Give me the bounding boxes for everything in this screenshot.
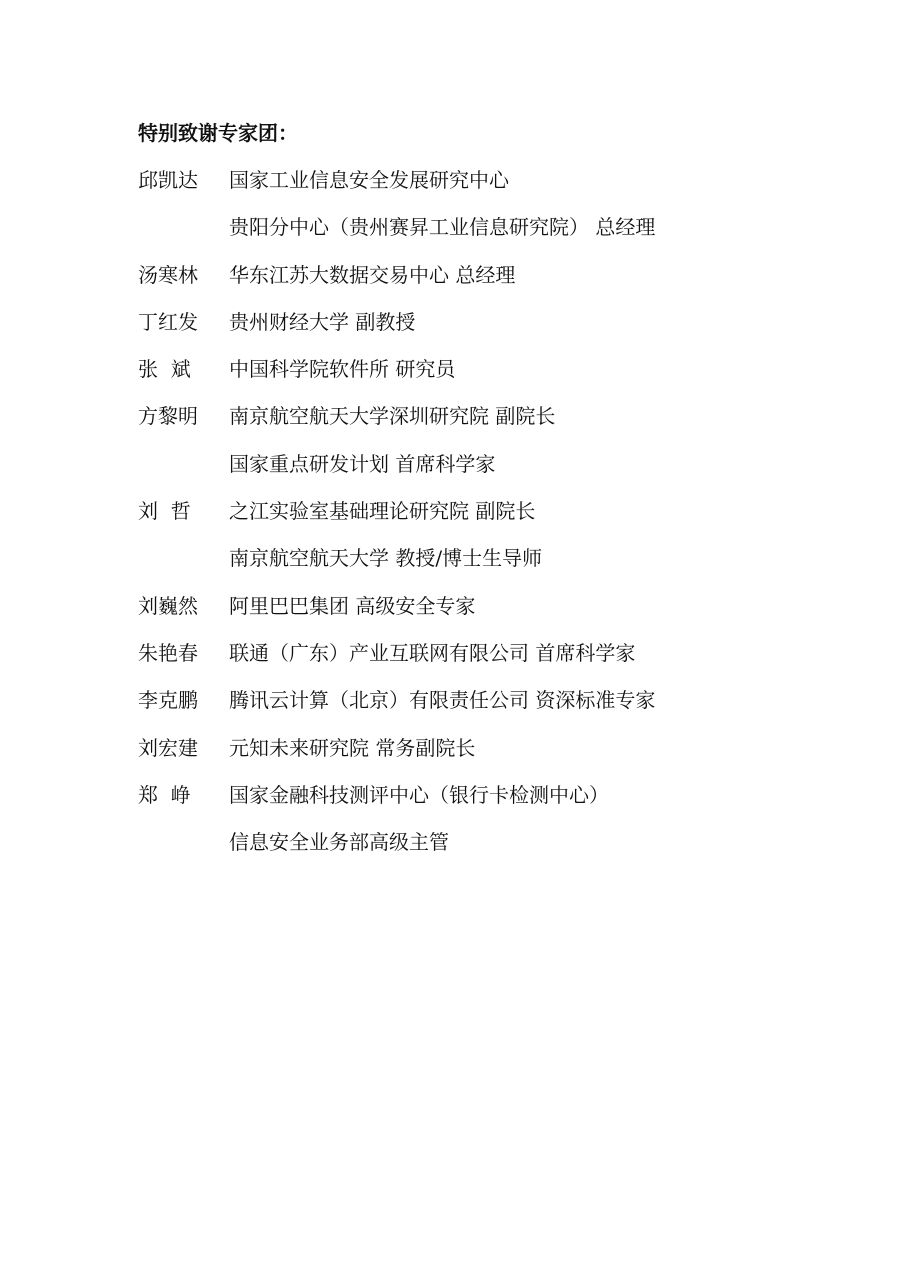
expert-name: 刘 哲 [138,499,191,524]
expert-line [138,591,858,638]
expert-line [138,307,858,354]
expert-line [138,496,858,543]
expert-name: 方黎明 [138,404,198,429]
expert-entry [138,638,858,685]
expert-entry [138,496,858,591]
expert-name: 邱凯达 [138,168,198,192]
expert-entry [138,354,858,401]
expert-line [138,827,858,874]
expert-entry [138,733,858,780]
page-heading: 特别致谢专家团： [138,121,298,145]
expert-line [138,780,858,827]
expert-affiliation: 国家金融科技测评中心（银行卡检测中心） [229,782,609,807]
expert-entry [138,401,858,496]
expert-line [138,165,858,212]
expert-affiliation: 国家工业信息安全发展研究中心 [229,168,509,192]
expert-affiliation: 之江实验室基础理论研究院 副院长 [229,499,536,524]
expert-name: 张 斌 [138,357,191,382]
expert-affiliation: 腾讯云计算（北京）有限责任公司 资深标准专家 [229,688,656,713]
expert-affiliation: 国家重点研发计划 首席科学家 [229,451,496,476]
expert-name: 丁红发 [138,309,198,334]
expert-line [138,543,858,590]
expert-line [138,401,858,448]
expert-name: 朱艳春 [138,640,198,665]
expert-affiliation: 华东江苏大数据交易中心 总经理 [229,262,516,287]
expert-name: 汤寒林 [138,262,198,287]
expert-affiliation: 贵阳分中心（贵州赛昇工业信息研究院） 总经理 [229,215,656,240]
expert-name: 刘宏建 [138,735,198,760]
expert-affiliation: 贵州财经大学 副教授 [229,309,416,334]
expert-line [138,449,858,496]
expert-line [138,212,858,259]
expert-entry [138,165,858,260]
expert-entry [138,685,858,732]
expert-affiliation: 联通（广东）产业互联网有限公司 首席科学家 [229,640,636,665]
expert-affiliation: 阿里巴巴集团 高级安全专家 [229,593,476,618]
expert-affiliation: 信息安全业务部高级主管 [229,830,449,855]
expert-entry [138,591,858,638]
expert-list [138,165,858,874]
expert-name: 刘巍然 [138,593,198,618]
expert-name: 李克鹏 [138,688,198,713]
expert-affiliation: 南京航空航天大学 教授/博士生导师 [229,546,543,571]
expert-line [138,638,858,685]
expert-affiliation: 南京航空航天大学深圳研究院 副院长 [229,404,556,429]
expert-affiliation: 中国科学院软件所 研究员 [229,357,456,382]
expert-entry [138,307,858,354]
expert-entry [138,260,858,307]
expert-affiliation: 元知未来研究院 常务副院长 [229,735,476,760]
expert-line [138,685,858,732]
expert-line [138,354,858,401]
expert-name: 郑 峥 [138,782,191,807]
expert-line [138,260,858,307]
expert-entry [138,780,858,875]
expert-line [138,733,858,780]
